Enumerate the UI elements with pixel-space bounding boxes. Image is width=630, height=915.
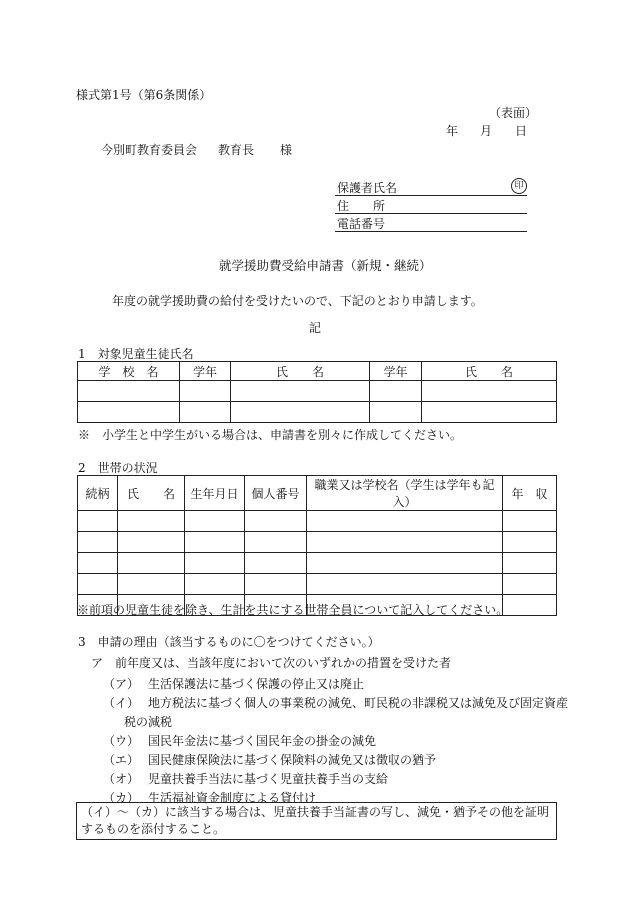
attachment-note-box: （イ）～（カ）に該当する場合は、児童扶養手当証書の写し、減免・猶予その他を証明するものを添付すること。 [76, 802, 557, 840]
section2-note: ※前項の児童生徒を除き、生計を共にする世帯全員について記入してください。 [77, 603, 509, 617]
cell[interactable] [78, 511, 118, 532]
item-mark-i: （イ） [103, 696, 140, 710]
section1-note: ※ 小学生と中学生がいる場合は、申請書を別々に作成してください。 [78, 428, 463, 442]
addressee-title: 教育長 [218, 143, 255, 157]
header-relation: 続柄 [78, 476, 118, 511]
header-school-name: 学 校 名 [78, 362, 180, 381]
table-row [78, 532, 557, 553]
cell[interactable] [503, 595, 557, 616]
item-text-o: 児童扶養手当法に基づく児童扶養手当の支給 [148, 772, 389, 786]
header-name-2: 氏 名 [422, 362, 557, 381]
phone-label: 電話番号 [337, 217, 386, 231]
cell[interactable] [307, 532, 503, 553]
date-year: 年 [446, 124, 459, 138]
cell[interactable] [245, 553, 307, 574]
date-month: 月 [480, 124, 493, 138]
cell-school[interactable] [78, 402, 180, 423]
section3-heading: 3 申請の理由（該当するものに〇をつけてください。） [78, 635, 380, 649]
front-label: （表面） [489, 106, 538, 120]
addressee-honorific: 様 [280, 143, 293, 157]
cell-name[interactable] [231, 402, 370, 423]
cell[interactable] [307, 574, 503, 595]
section1-heading: 1 対象児童生徒氏名 [78, 347, 194, 361]
table-header-row [78, 476, 557, 511]
item-mark-ka: （カ） [103, 791, 140, 805]
cell[interactable] [245, 511, 307, 532]
cell[interactable] [185, 574, 245, 595]
cell[interactable] [503, 511, 557, 532]
cell[interactable] [78, 574, 118, 595]
header-personal-number: 個人番号 [245, 476, 307, 511]
table-row [78, 402, 557, 423]
cell[interactable] [245, 532, 307, 553]
guardian-name-label: 保護者氏名 [337, 181, 398, 195]
cell[interactable] [185, 532, 245, 553]
header-name: 氏 名 [118, 476, 185, 511]
item-text-i: 地方税法に基づく個人の事業税の減免、町民税の非課税又は減免及び固定資産 [148, 696, 569, 710]
header-occupation: 職業又は学校名（学生は学年も記入） [307, 476, 503, 511]
cell[interactable] [118, 532, 185, 553]
cell-name[interactable] [231, 381, 370, 402]
cell-grade[interactable] [370, 402, 422, 423]
cell[interactable] [118, 553, 185, 574]
item-mark-u: （ウ） [103, 734, 140, 748]
header-name: 氏 名 [231, 362, 370, 381]
cell[interactable] [307, 553, 503, 574]
phone-line [335, 231, 527, 232]
cell-grade[interactable] [180, 402, 231, 423]
cell[interactable] [503, 574, 557, 595]
cell[interactable] [185, 553, 245, 574]
table-header-row [78, 362, 557, 381]
intro-text: 年度の就学援助費の給付を受けたいので、下記のとおり申請します。 [112, 294, 483, 308]
item-mark-a: （ア） [103, 677, 140, 691]
ki-label: 記 [309, 321, 322, 335]
item-text-e: 国民健康保険法に基づく保険料の減免又は徴収の猶予 [148, 753, 437, 767]
header-annual-income: 年 収 [503, 476, 557, 511]
section3-sub-a: ア 前年度又は、当該年度において次のいずれかの措置を受けた者 [91, 656, 452, 670]
cell-name[interactable] [422, 402, 557, 423]
item-text-ka: 生活福祉資金制度による貸付け [148, 791, 317, 805]
cell-grade[interactable] [180, 381, 231, 402]
item-text-i-cont: 税の減税 [124, 715, 173, 729]
item-text-u: 国民年金法に基づく国民年金の掛金の減免 [148, 734, 377, 748]
document-title: 就学援助費受給申請書（新規・継続） [219, 258, 432, 273]
address-line [335, 213, 527, 214]
cell-school[interactable] [78, 381, 180, 402]
form-number: 様式第1号（第6条関係） [76, 88, 212, 102]
addressee-board: 今別町教育委員会 [101, 143, 198, 157]
household-table [77, 475, 557, 616]
address-label: 住 所 [337, 199, 386, 213]
seal-mark: 印 [511, 178, 527, 194]
cell[interactable] [503, 553, 557, 574]
cell-grade[interactable] [370, 381, 422, 402]
cell[interactable] [307, 511, 503, 532]
cell-name[interactable] [422, 381, 557, 402]
cell[interactable] [118, 511, 185, 532]
cell[interactable] [185, 511, 245, 532]
cell[interactable] [245, 574, 307, 595]
table-row [78, 574, 557, 595]
cell[interactable] [503, 532, 557, 553]
item-mark-e: （エ） [103, 753, 140, 767]
header-grade: 学年 [180, 362, 231, 381]
cell[interactable] [118, 574, 185, 595]
section2-heading: 2 世帯の状況 [78, 461, 158, 475]
table-row [78, 553, 557, 574]
target-students-table [77, 361, 557, 423]
date-day: 日 [515, 124, 528, 138]
guardian-name-line [335, 195, 527, 196]
table-row [78, 511, 557, 532]
table-row [78, 381, 557, 402]
header-grade-2: 学年 [370, 362, 422, 381]
cell[interactable] [78, 553, 118, 574]
cell[interactable] [78, 532, 118, 553]
item-mark-o: （オ） [103, 772, 140, 786]
header-birthdate: 生年月日 [185, 476, 245, 511]
item-text-a: 生活保護法に基づく保護の停止又は廃止 [148, 677, 365, 691]
